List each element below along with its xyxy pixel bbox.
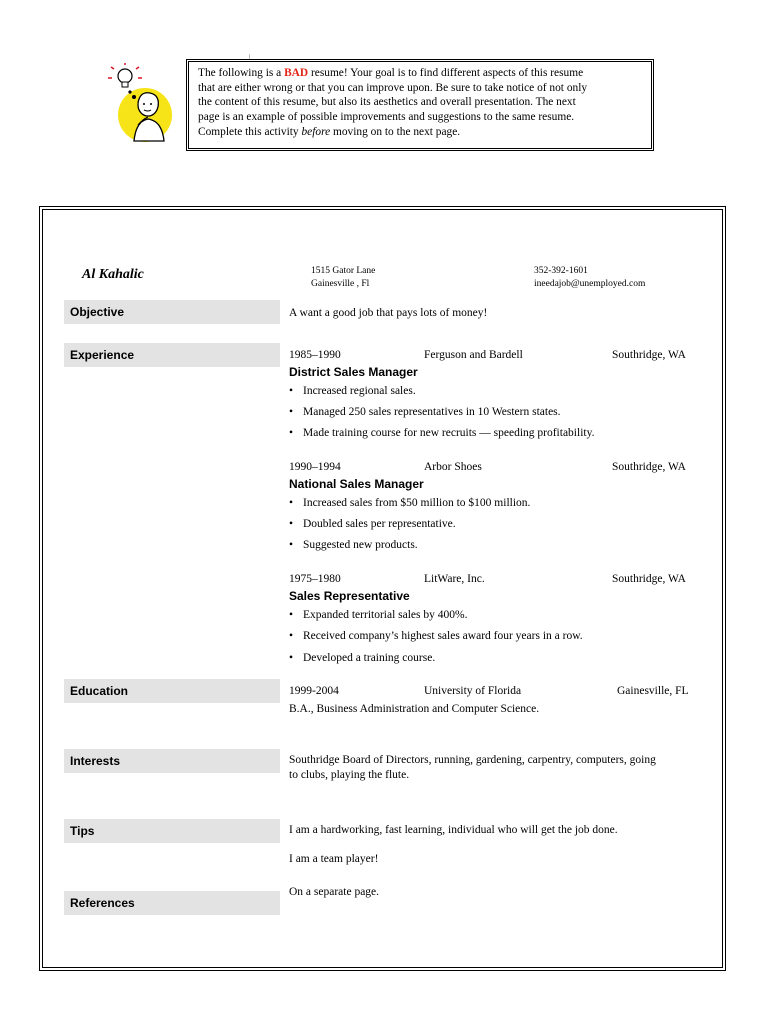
section-objective: Objective xyxy=(64,300,280,324)
instructions-text: The following is a BAD resume! Your goal is to find different aspects of this resume that are either wrong or that you can improve upon. Be sure to take notice of not only the content of this resume, but also its aesthetics and overall presentation. The next page is an example of possible improvements and suggestions to the same resume. Complete this activity before moving on to the next page. xyxy=(198,67,588,138)
tip-item: I am a team player! xyxy=(289,853,379,865)
job-location: Southridge, WA xyxy=(612,573,686,585)
bullet-item: • Developed a training course. xyxy=(289,652,436,664)
phone-number: 352-392-1601 xyxy=(534,266,588,276)
lightbulb-thinker-icon xyxy=(108,63,174,145)
education-degree: B.A., Business Administration and Computer Science. xyxy=(289,703,540,715)
section-references: References xyxy=(64,891,280,915)
objective-text: A want a good job that pays lots of money! xyxy=(289,307,488,319)
bullet-item: • Managed 250 sales representatives in 10 Western states. xyxy=(289,406,561,418)
tip-item: I am a hardworking, fast learning, individual who will get the job done. xyxy=(289,824,618,836)
section-education: Education xyxy=(64,679,280,703)
job-dates: 1990–1994 xyxy=(289,461,341,473)
job-company: Arbor Shoes xyxy=(424,461,482,473)
job-title: District Sales Manager xyxy=(289,365,418,379)
resume-name: Al Kahalic xyxy=(82,267,144,282)
job-title: National Sales Manager xyxy=(289,477,424,491)
bad-highlight: BAD xyxy=(284,67,309,79)
section-experience: Experience xyxy=(64,343,280,367)
email-address: ineedajob@unemployed.com xyxy=(534,279,646,289)
job-company: Ferguson and Bardell xyxy=(424,349,523,361)
section-tips: Tips xyxy=(64,819,280,843)
job-location: Southridge, WA xyxy=(612,461,686,473)
references-text: On a separate page. xyxy=(289,886,380,898)
bullet-item: • Received company’s highest sales award four years in a row. xyxy=(289,630,583,642)
job-location: Southridge, WA xyxy=(612,349,686,361)
job-dates: 1975–1980 xyxy=(289,573,341,585)
bullet-item: • Increased sales from $50 million to $100 million. xyxy=(289,497,531,509)
bullet-item: • Increased regional sales. xyxy=(289,385,416,397)
job-title: Sales Representative xyxy=(289,589,410,603)
address-block: 1515 Gator Lane Gainesville , Fl xyxy=(311,266,376,289)
section-interests: Interests xyxy=(64,749,280,773)
education-location: Gainesville, FL xyxy=(617,685,689,697)
education-school: University of Florida xyxy=(424,685,522,697)
bullet-item: • Made training course for new recruits — speeding profitability. xyxy=(289,427,595,439)
job-dates: 1985–1990 xyxy=(289,349,341,361)
bullet-item: • Suggested new products. xyxy=(289,539,418,551)
contact-block xyxy=(534,265,645,291)
bullet-item: • Expanded territorial sales by 400%. xyxy=(289,609,468,621)
interests-text: Southridge Board of Directors, running, gardening, carpentry, computers, going to clubs, playing the flute. xyxy=(289,754,656,781)
job-company: LitWare, Inc. xyxy=(424,573,485,585)
bullet-item: • Doubled sales per representative. xyxy=(289,518,456,530)
education-dates: 1999-2004 xyxy=(289,685,339,697)
